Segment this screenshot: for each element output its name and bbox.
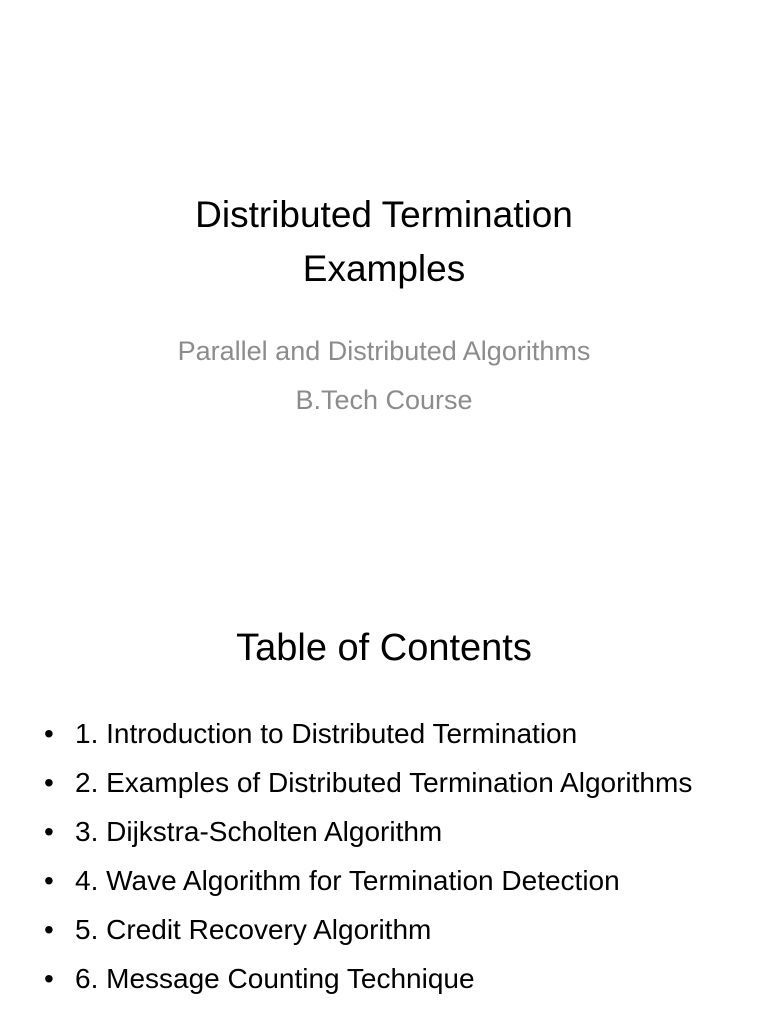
slide-title-line-2: Examples [302, 248, 466, 289]
bullet-icon: • [44, 816, 54, 847]
toc-item-text: 6. Message Counting Technique [75, 963, 475, 994]
bullet-icon: • [44, 865, 54, 896]
bullet-icon: • [44, 914, 54, 945]
toc-item [44, 763, 734, 803]
toc-item [44, 714, 734, 754]
bullet-icon: • [44, 718, 54, 749]
toc-item-text: 1. Introduction to Distributed Termination [75, 718, 578, 749]
toc-slide [0, 576, 768, 1024]
slide-title-line-1: Distributed Termination [195, 194, 573, 235]
toc-item [44, 910, 734, 950]
toc-item-text: 5. Credit Recovery Algorithm [75, 914, 432, 945]
toc-item [44, 959, 734, 999]
toc-item [44, 861, 734, 901]
bullet-icon: • [44, 963, 54, 994]
bullet-icon: • [44, 767, 54, 798]
toc-item-text: 3. Dijkstra-Scholten Algorithm [75, 816, 443, 847]
toc-title: Table of Contents [236, 627, 532, 669]
toc-item [44, 812, 734, 852]
slide-subtitle-course: Parallel and Distributed Algorithms [177, 336, 591, 366]
toc-item-text: 2. Examples of Distributed Termination Algorithms [75, 767, 693, 798]
slide-subtitle-program: B.Tech Course [295, 385, 473, 415]
toc-item-text: 4. Wave Algorithm for Termination Detection [75, 865, 620, 896]
toc-list [44, 714, 734, 1008]
slide-title [0, 188, 768, 296]
